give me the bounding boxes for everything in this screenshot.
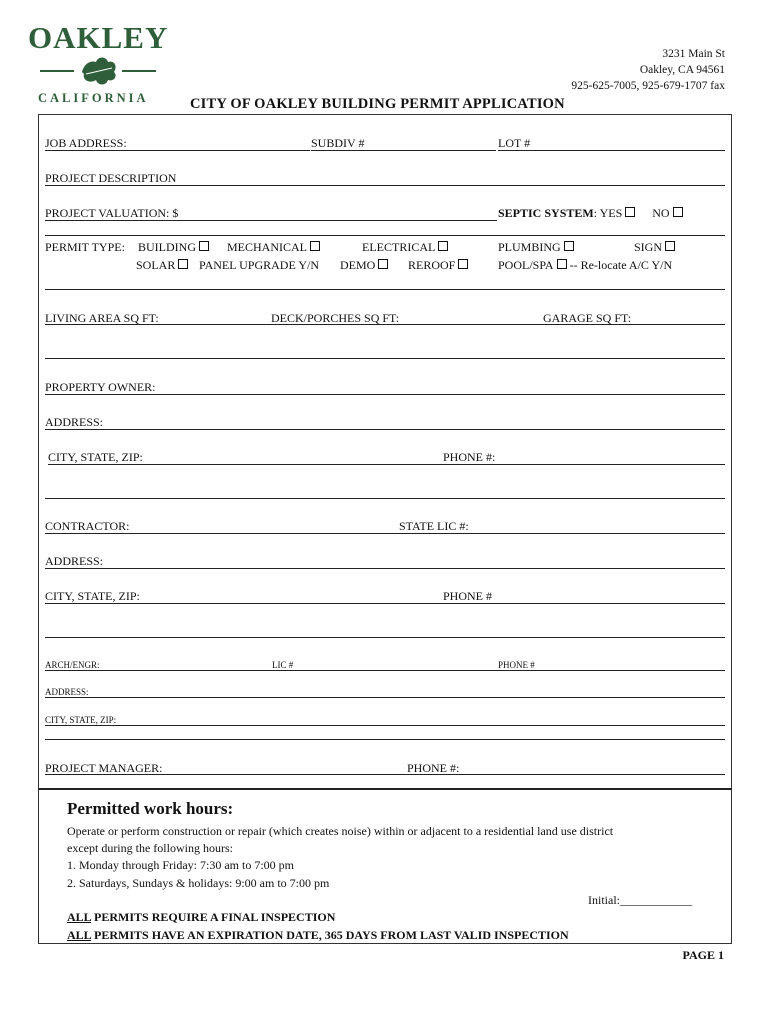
hours-item-1: 1. Monday through Friday: 7:30 am to 7:00 pm <box>67 858 294 872</box>
contractor-label: CONTRACTOR: <box>45 519 130 533</box>
permit-electrical-checkbox[interactable] <box>438 241 448 251</box>
permit-reroof <box>408 258 468 273</box>
contractor-city-field[interactable] <box>45 603 725 604</box>
living-area-label: LIVING AREA SQ FT: <box>45 311 159 325</box>
owner-city-label: CITY, STATE, ZIP: <box>48 450 143 464</box>
blank-rule-1 <box>45 358 725 359</box>
permit-panel <box>199 258 319 273</box>
arch-address-field[interactable] <box>45 697 725 698</box>
blank-rule-3 <box>45 637 725 638</box>
owner-label: PROPERTY OWNER: <box>45 380 156 394</box>
permit-relocate-label: -- Re-locate A/C Y/N <box>569 258 673 272</box>
arch-lic-label: LIC # <box>272 660 294 670</box>
manager-label: PROJECT MANAGER: <box>45 761 163 775</box>
subdiv-field[interactable] <box>311 150 496 151</box>
permit-sign-label: SIGN <box>634 240 663 254</box>
permit-reroof-checkbox[interactable] <box>458 259 468 269</box>
arch-city-label: CITY, STATE, ZIP: <box>45 715 117 725</box>
contractor-city-label: CITY, STATE, ZIP: <box>45 589 140 603</box>
permit-mechanical-label: MECHANICAL <box>227 240 307 254</box>
note-all-2: ALL <box>67 928 92 942</box>
note-rest-2: PERMITS HAVE AN EXPIRATION DATE, 365 DAYS FROM LAST VALID INSPECTION <box>91 928 569 942</box>
owner-field[interactable] <box>45 394 725 395</box>
contractor-address-field[interactable] <box>45 568 725 569</box>
project-description-field[interactable] <box>45 185 725 186</box>
job-address-label: JOB ADDRESS: <box>45 136 127 150</box>
owner-address-field[interactable] <box>45 429 725 430</box>
owner-address-label: ADDRESS: <box>45 415 104 429</box>
permit-demo <box>340 258 388 273</box>
deck-area-label: DECK/PORCHES SQ FT: <box>271 311 400 325</box>
septic-no-checkbox[interactable] <box>673 207 683 217</box>
blank-rule-2 <box>45 498 725 499</box>
hours-text-2: except during the following hours: <box>67 841 233 855</box>
form-box <box>38 114 732 944</box>
arch-address-label: ADDRESS: <box>45 687 89 697</box>
permit-building <box>138 240 209 255</box>
garage-area-label: GARAGE SQ FT: <box>543 311 632 325</box>
permit-panel-label: PANEL UPGRADE Y/N <box>199 258 320 272</box>
address-phones: 925-625-7005, 925-679-1707 fax <box>571 80 725 92</box>
permit-pool-checkbox[interactable] <box>557 259 567 269</box>
note-final-inspection <box>67 910 335 925</box>
permit-type-rule <box>45 289 725 290</box>
oak-leaf-icon <box>76 52 120 88</box>
hours-heading: Permitted work hours: <box>67 799 234 818</box>
contractor-field[interactable] <box>45 533 725 534</box>
permit-building-label: BUILDING <box>138 240 196 254</box>
arch-phone-label: PHONE # <box>498 660 535 670</box>
permit-pool <box>498 258 672 273</box>
permit-pool-label: POOL/SPA <box>498 258 554 272</box>
manager-phone-label: PHONE #: <box>407 761 460 775</box>
septic-no-label: NO <box>652 206 670 220</box>
permit-plumbing-checkbox[interactable] <box>564 241 574 251</box>
permit-demo-label: DEMO <box>340 258 376 272</box>
permit-type-label: PERMIT TYPE: <box>45 240 125 254</box>
note-expiration <box>67 928 569 943</box>
initial-field[interactable]: Initial:____________ <box>588 893 692 907</box>
permit-mechanical-checkbox[interactable] <box>310 241 320 251</box>
owner-phone-label: PHONE #: <box>443 450 496 464</box>
permit-solar <box>136 258 188 273</box>
hours-item-2: 2. Saturdays, Sundays & holidays: 9:00 am to 7:00 pm <box>67 876 330 890</box>
logo-state: CALIFORNIA <box>38 91 149 105</box>
project-description-label: PROJECT DESCRIPTION <box>45 171 177 185</box>
hours-text-1: Operate or perform construction or repair (which creates noise) within or adjacent to a residential land use district <box>67 824 614 838</box>
manager-field[interactable] <box>45 774 725 775</box>
note-rest-1: PERMITS REQUIRE A FINAL INSPECTION <box>91 910 336 924</box>
blank-rule-4 <box>45 739 725 740</box>
contractor-lic-label: STATE LIC #: <box>399 519 469 533</box>
lot-label: LOT # <box>498 136 531 150</box>
logo-wordmark: OAKLEY <box>28 20 169 55</box>
contractor-address-label: ADDRESS: <box>45 554 104 568</box>
permit-solar-label: SOLAR <box>136 258 176 272</box>
septic-yes-checkbox[interactable] <box>625 207 635 217</box>
septic-system <box>498 206 683 221</box>
logo-rule-right <box>122 70 156 72</box>
permit-electrical-label: ELECTRICAL <box>362 240 436 254</box>
permit-electrical <box>362 240 448 255</box>
contractor-phone-label: PHONE # <box>443 589 493 603</box>
permit-mechanical <box>227 240 320 255</box>
address-street: 3231 Main St <box>662 48 725 60</box>
area-field[interactable] <box>45 324 725 325</box>
arch-label: ARCH/ENGR: <box>45 660 100 670</box>
permit-demo-checkbox[interactable] <box>378 259 388 269</box>
job-address-field[interactable] <box>45 150 310 151</box>
permit-plumbing <box>498 240 574 255</box>
owner-city-field[interactable] <box>48 464 725 465</box>
address-city: Oakley, CA 94561 <box>639 64 725 76</box>
permit-building-checkbox[interactable] <box>199 241 209 251</box>
permit-solar-checkbox[interactable] <box>178 259 188 269</box>
hours-separator <box>38 788 732 790</box>
permit-sign-checkbox[interactable] <box>665 241 675 251</box>
permit-plumbing-label: PLUMBING <box>498 240 561 254</box>
valuation-label: PROJECT VALUATION: $ <box>45 206 179 220</box>
arch-field[interactable] <box>45 670 725 671</box>
valuation-rule <box>45 235 725 236</box>
page-number: PAGE 1 <box>682 948 724 962</box>
permit-sign <box>634 240 675 255</box>
valuation-field[interactable] <box>45 220 497 221</box>
septic-label: SEPTIC SYSTEM <box>498 206 594 220</box>
subdiv-label: SUBDIV # <box>311 136 365 150</box>
arch-city-field[interactable] <box>45 725 725 726</box>
lot-field[interactable] <box>498 150 725 151</box>
septic-yes-label: : YES <box>593 206 623 220</box>
permit-reroof-label: REROOF <box>408 258 456 272</box>
logo-rule-left <box>40 70 74 72</box>
note-all-1: ALL <box>67 910 92 924</box>
page-title: CITY OF OAKLEY BUILDING PERMIT APPLICATION <box>190 96 565 112</box>
